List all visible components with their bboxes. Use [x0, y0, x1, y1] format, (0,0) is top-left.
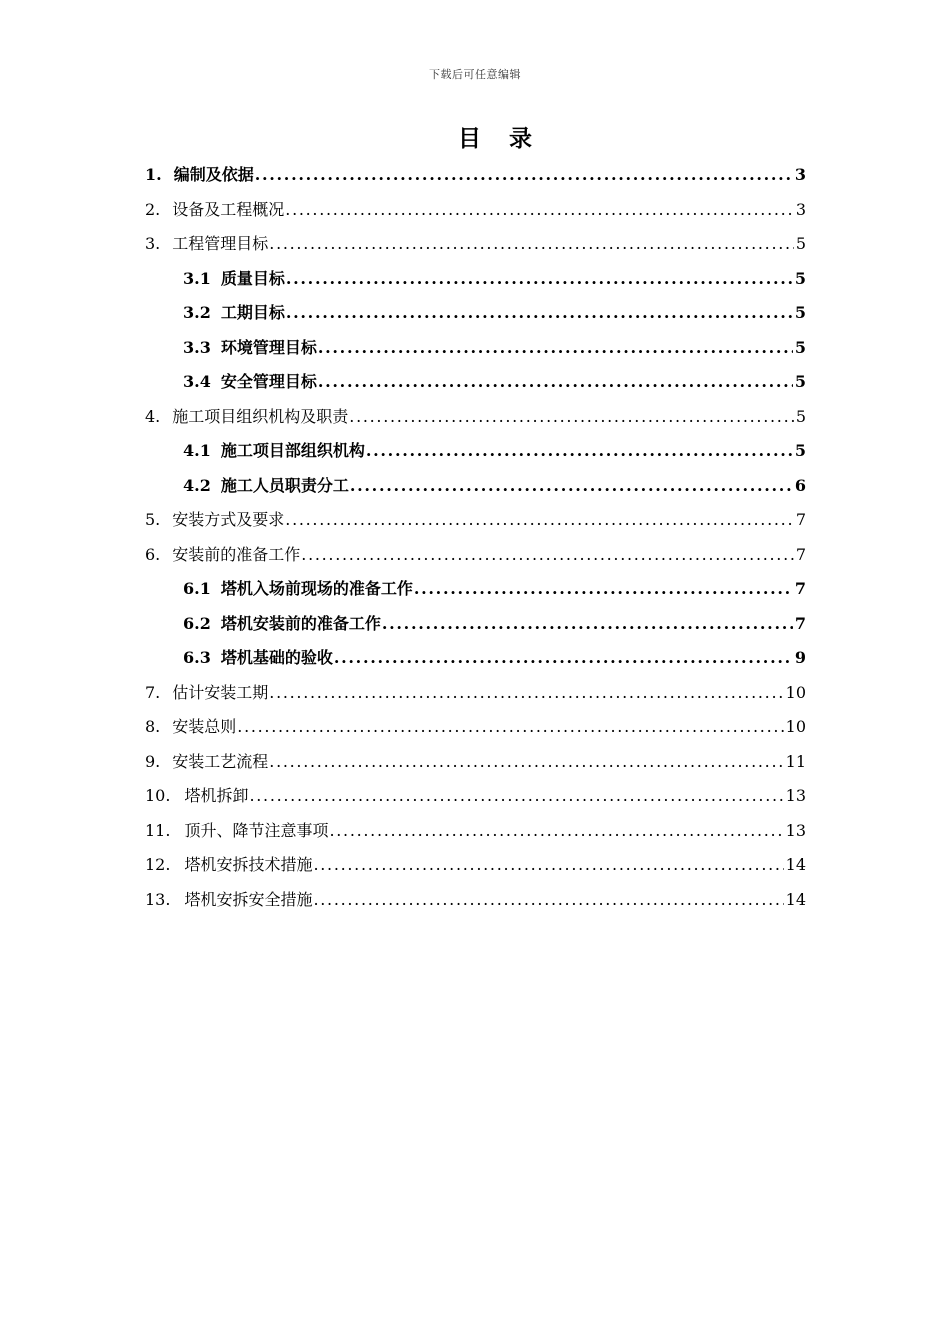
toc-entry-number: 10. — [145, 786, 171, 805]
toc-entry[interactable] — [145, 469, 806, 504]
toc-entry-number: 6.3 — [183, 648, 211, 667]
toc-entry-label: 安全管理目标 — [220, 372, 317, 391]
toc-dot-leader — [349, 400, 794, 435]
toc-dot-leader — [286, 296, 793, 331]
toc-entry-number: 12. — [145, 855, 171, 874]
toc-dot-leader — [255, 158, 793, 193]
toc-dot-leader — [318, 331, 793, 366]
toc-entry[interactable] — [145, 227, 806, 262]
toc-entry-number: 4. — [145, 406, 161, 426]
toc-entry[interactable] — [145, 710, 806, 745]
toc-entry-page: 5 — [794, 441, 806, 460]
toc-entry-page: 11 — [785, 751, 806, 771]
toc-title: 目 录 — [457, 125, 542, 152]
toc-entry-page: 5 — [795, 406, 806, 426]
table-of-contents — [145, 158, 806, 917]
toc-entry-number: 9. — [145, 751, 161, 771]
toc-entry-page: 5 — [794, 303, 806, 322]
toc-entry[interactable] — [145, 262, 806, 297]
toc-dot-leader — [382, 607, 793, 642]
toc-entry-number: 6.1 — [183, 579, 211, 598]
toc-entry[interactable] — [145, 400, 806, 435]
toc-entry-label: 质量目标 — [220, 268, 285, 288]
toc-entry-number: 6. — [145, 544, 161, 564]
toc-entry[interactable] — [145, 365, 806, 400]
toc-dot-leader — [313, 848, 783, 883]
toc-entry-label: 塔机入场前现场的准备工作 — [220, 579, 413, 598]
toc-entry-page: 5 — [794, 372, 806, 391]
toc-entry-label: 塔机基础的验收 — [220, 648, 333, 667]
toc-dot-leader — [269, 745, 783, 780]
toc-entry-number: 5. — [145, 510, 161, 529]
toc-entry-number: 4.1 — [183, 441, 211, 460]
toc-entry-page: 5 — [795, 234, 806, 253]
toc-entry-number: 2. — [145, 199, 161, 219]
toc-dot-leader — [301, 538, 794, 573]
toc-entry[interactable] — [145, 607, 806, 642]
toc-entry-label: 估计安装工期 — [172, 682, 269, 702]
toc-dot-leader — [350, 469, 793, 504]
toc-entry-label: 塔机安装前的准备工作 — [220, 613, 381, 633]
toc-entry-page: 5 — [794, 337, 806, 357]
toc-entry[interactable] — [145, 193, 806, 228]
toc-entry-label: 施工人员职责分工 — [220, 475, 349, 495]
toc-entry-page: 14 — [785, 889, 806, 909]
toc-dot-leader — [269, 676, 783, 711]
toc-entry-page: 7 — [794, 613, 806, 633]
toc-entry-page: 14 — [785, 855, 806, 874]
toc-entry[interactable] — [145, 434, 806, 469]
toc-entry-page: 13 — [785, 786, 806, 805]
toc-entry[interactable] — [145, 848, 806, 883]
toc-entry-label: 塔机拆卸 — [184, 786, 249, 805]
toc-dot-leader — [269, 227, 794, 262]
toc-entry-label: 环境管理目标 — [220, 337, 317, 357]
toc-entry[interactable] — [145, 779, 806, 814]
toc-entry-label: 施工项目部组织机构 — [220, 441, 365, 460]
toc-dot-leader — [414, 572, 793, 607]
toc-dot-leader — [285, 503, 794, 538]
toc-entry[interactable] — [145, 296, 806, 331]
toc-entry-number: 4.2 — [183, 475, 211, 495]
toc-dot-leader — [334, 641, 793, 676]
toc-entry-label: 工期目标 — [220, 303, 285, 322]
toc-entry[interactable] — [145, 572, 806, 607]
toc-entry-label: 编制及依据 — [173, 165, 254, 184]
toc-entry-number: 3.4 — [183, 372, 211, 391]
toc-entry-page: 7 — [795, 544, 806, 564]
toc-entry-label: 安装前的准备工作 — [172, 544, 301, 564]
toc-entry[interactable] — [145, 538, 806, 573]
toc-entry-label: 塔机安拆技术措施 — [184, 855, 313, 874]
toc-entry-page: 10 — [785, 717, 806, 736]
toc-entry-page: 10 — [785, 682, 806, 702]
toc-entry-label: 顶升、降节注意事项 — [184, 820, 329, 840]
toc-entry-label: 安装总则 — [172, 717, 237, 736]
toc-entry[interactable] — [145, 745, 806, 780]
header-note: 下载后可任意编辑 — [429, 68, 521, 81]
toc-dot-leader — [366, 434, 793, 469]
toc-entry[interactable] — [145, 503, 806, 538]
toc-entry-page: 6 — [794, 475, 806, 495]
toc-entry-number: 3. — [145, 234, 161, 253]
toc-entry-label: 工程管理目标 — [172, 234, 269, 253]
toc-entry-number: 6.2 — [183, 613, 211, 633]
toc-dot-leader — [318, 365, 793, 400]
toc-dot-leader — [286, 262, 793, 297]
toc-entry-number: 13. — [145, 889, 171, 909]
toc-entry-label: 安装方式及要求 — [172, 510, 285, 529]
toc-entry[interactable] — [145, 331, 806, 366]
toc-entry-number: 3.1 — [183, 268, 211, 288]
toc-entry[interactable] — [145, 814, 806, 849]
toc-entry-label: 施工项目组织机构及职责 — [172, 406, 349, 426]
toc-entry-page: 13 — [785, 820, 806, 840]
toc-dot-leader — [313, 883, 783, 918]
toc-entry-number: 3.3 — [183, 337, 211, 357]
toc-dot-leader — [237, 710, 783, 745]
toc-entry-number: 7. — [145, 682, 161, 702]
toc-dot-leader — [329, 814, 783, 849]
toc-entry-label: 安装工艺流程 — [172, 751, 269, 771]
toc-entry-page: 3 — [795, 199, 806, 219]
toc-entry-page: 7 — [794, 579, 806, 598]
toc-entry-page: 9 — [794, 648, 806, 667]
toc-entry[interactable] — [145, 883, 806, 918]
toc-dot-leader — [249, 779, 783, 814]
toc-entry-number: 3.2 — [183, 303, 211, 322]
toc-entry-number: 8. — [145, 717, 161, 736]
toc-entry-number: 11. — [145, 820, 171, 840]
toc-entry[interactable] — [145, 676, 806, 711]
toc-entry-number: 1. — [145, 165, 162, 184]
toc-entry-label: 塔机安拆安全措施 — [184, 889, 313, 909]
toc-entry-page: 5 — [794, 268, 806, 288]
toc-entry[interactable] — [145, 158, 806, 193]
toc-entry-label: 设备及工程概况 — [172, 199, 285, 219]
toc-entry-page: 7 — [795, 510, 806, 529]
toc-entry-page: 3 — [794, 165, 806, 184]
toc-entry[interactable] — [145, 641, 806, 676]
toc-dot-leader — [285, 193, 794, 228]
